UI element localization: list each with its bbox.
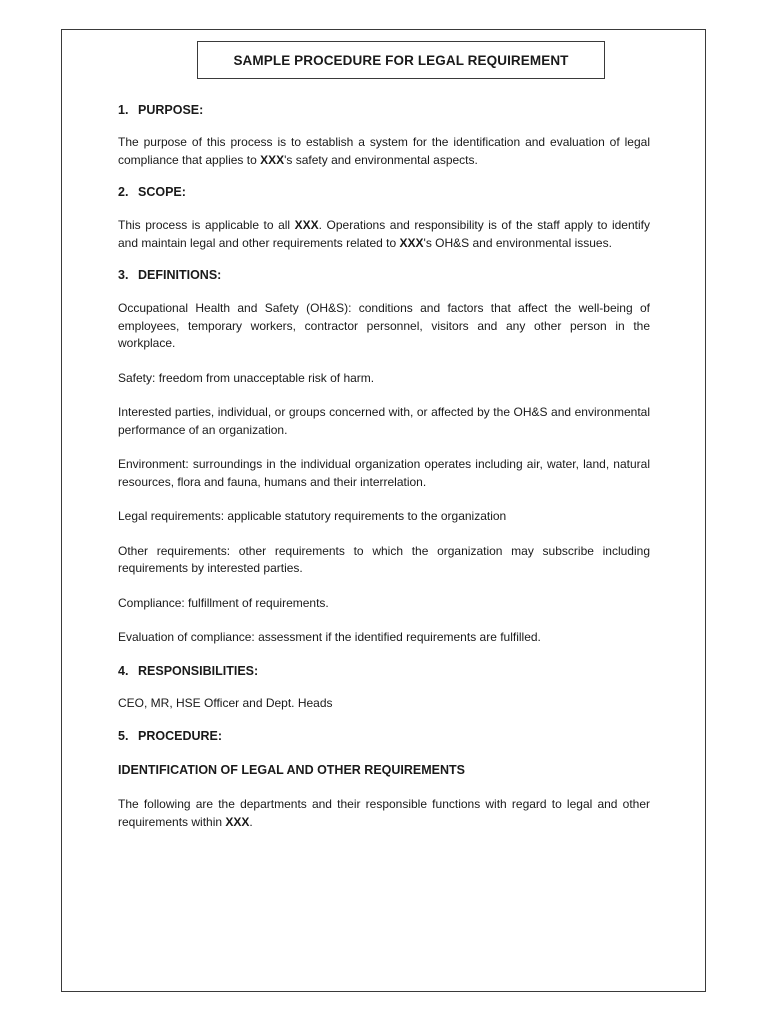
org-name: XXX xyxy=(260,152,285,167)
heading-definitions xyxy=(118,267,650,283)
definition-item: Compliance: fulfillment of requirements. xyxy=(118,595,329,610)
org-name: XXX xyxy=(225,814,250,829)
definition-item: Environment: surroundings in the individual organization operates including air, water, land, natural resources, flora and fauna, humans and their interrelation. xyxy=(118,457,650,489)
scope-paragraph xyxy=(118,217,650,252)
scope-text-b: . Operations and responsibility is of the staff apply to identify and maintain legal and other requirements related to xyxy=(118,218,650,250)
heading-text: PURPOSE: xyxy=(138,103,204,117)
document-title: SAMPLE PROCEDURE FOR LEGAL REQUIREMENT xyxy=(233,52,569,68)
heading-scope xyxy=(118,184,650,200)
document-page xyxy=(61,29,706,992)
definition-item: Occupational Health and Safety (OH&S): conditions and factors that affect the well-being of employees, temporary workers, contractor personnel, visitors and any other person in the workplace. xyxy=(118,301,650,350)
document-body xyxy=(118,102,650,831)
purpose-paragraph xyxy=(118,134,650,169)
definition-item: Interested parties, individual, or groups concerned with, or affected by the OH&S and environmental performance of an organization. xyxy=(118,405,650,437)
heading-number: 5. xyxy=(118,729,129,743)
definition-item: Legal requirements: applicable statutory requirements to the organization xyxy=(118,509,507,523)
heading-number: 3. xyxy=(118,268,129,282)
scope-text-a: This process is applicable to all xyxy=(118,218,295,232)
definition-item: Other requirements: other requirements to which the organization may subscribe including requirements by interested parties. xyxy=(118,543,650,575)
heading-text: DEFINITIONS: xyxy=(138,268,222,282)
definition-item: Evaluation of compliance: assessment if the identified requirements are fulfilled. xyxy=(118,630,541,644)
scope-text-c: 's OH&S and environmental issues. xyxy=(423,235,612,250)
heading-number: 4. xyxy=(118,663,129,678)
heading-number: 1. xyxy=(118,103,129,117)
heading-number: 2. xyxy=(118,185,129,199)
org-name: XXX xyxy=(399,235,424,250)
heading-procedure xyxy=(118,728,650,744)
procedure-paragraph xyxy=(118,796,650,831)
responsibilities-paragraph: CEO, MR, HSE Officer and Dept. Heads xyxy=(118,695,333,710)
procedure-subheading: IDENTIFICATION OF LEGAL AND OTHER REQUIREMENTS xyxy=(118,763,465,777)
purpose-text-b: 's safety and environmental aspects. xyxy=(284,152,478,167)
heading-text: SCOPE: xyxy=(138,185,186,199)
heading-text: PROCEDURE: xyxy=(138,729,223,743)
definition-item: Safety: freedom from unacceptable risk of harm. xyxy=(118,370,375,385)
heading-responsibilities xyxy=(118,663,650,679)
heading-purpose xyxy=(118,102,650,118)
org-name: XXX xyxy=(294,218,319,232)
procedure-text-b: . xyxy=(249,814,253,829)
procedure-text-a: The following are the departments and their responsible functions with regard to legal and other requirements within xyxy=(118,797,650,829)
purpose-text-a: The purpose of this process is to establish a system for the identification and evaluation of legal compliance that applies to xyxy=(118,135,650,167)
heading-text: RESPONSIBILITIES: xyxy=(138,663,259,678)
title-box xyxy=(197,41,605,79)
